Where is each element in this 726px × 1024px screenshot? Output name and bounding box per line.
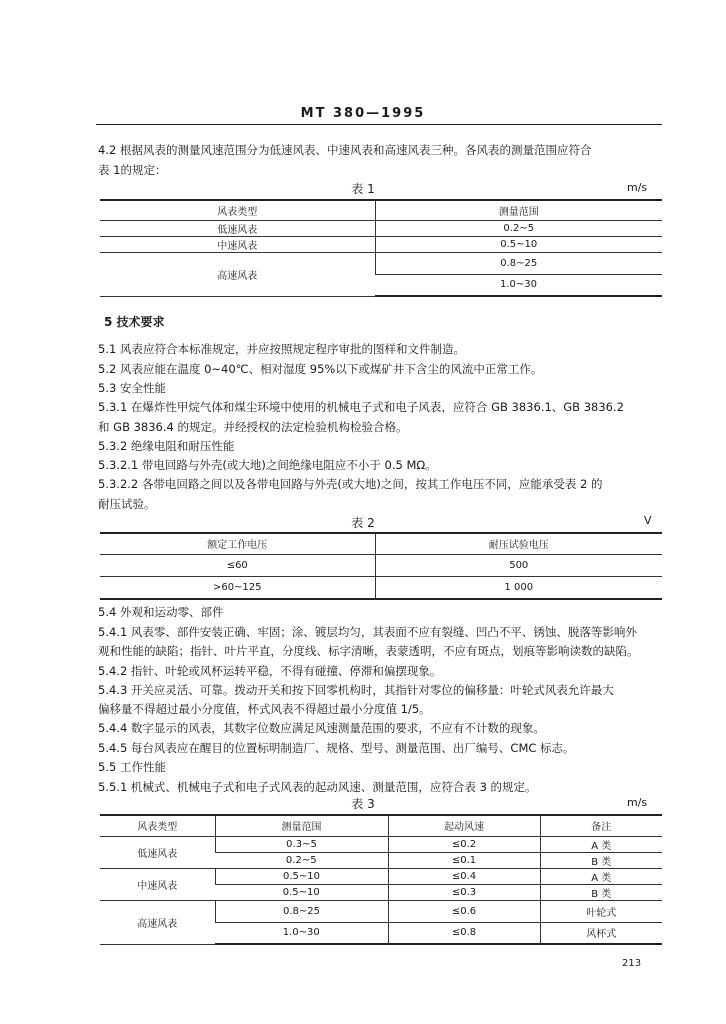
table3-cell: 高速风表 bbox=[100, 900, 215, 944]
para-5-2: 5.2 风表应能在温度 0~40℃、相对湿度 95%以下或煤矿井下含尘的风流中正常工作。 bbox=[98, 362, 543, 376]
para-5-4-4: 5.4.4 数字显示的风表，其数字位数应满足风速测量范围的要求，不应有不计数的现象。 bbox=[98, 721, 545, 735]
table-row bbox=[100, 200, 662, 220]
table3-cell: 0.5~10 bbox=[215, 884, 388, 900]
table3-cell: 低速风表 bbox=[100, 836, 215, 868]
para-4-2-line1: 4.2 根据风表的测量风速范围分为低速风表、中速风表和高速风表三种。各风表的测量范围应符合 bbox=[98, 143, 592, 157]
table3-header-start-speed: 起动风速 bbox=[388, 815, 540, 836]
table-row bbox=[100, 576, 662, 599]
table1-cell: 0.2~5 bbox=[375, 220, 662, 236]
table-row bbox=[100, 815, 662, 836]
table1-cell: 中速风表 bbox=[100, 236, 375, 252]
para-5-4-1-line2: 观和性能的缺陷；指针、叶片平直，分度线、标字清晰，表蒙透明，不应有斑点，划痕等影响读数的缺陷。 bbox=[98, 644, 639, 658]
table2-header-test: 耐压试验电压 bbox=[375, 533, 662, 554]
para-5-5-1: 5.5.1 机械式、机械电子式和电子式风表的起动风速、测量范围，应符合表 3 的规定。 bbox=[98, 780, 537, 794]
para-5-3-2-2-line2: 耐压试验。 bbox=[98, 497, 156, 511]
table3-cell: 风杯式 bbox=[540, 922, 662, 944]
para-5-3-1-line1: 5.3.1 在爆炸性甲烷气体和煤尘环境中使用的机械电子式和电子风表，应符合 GB 3836.1、GB 3836.2 bbox=[98, 400, 624, 414]
table3-cell: A 类 bbox=[540, 868, 662, 884]
table-row bbox=[100, 236, 662, 252]
table3-cell: 中速风表 bbox=[100, 868, 215, 900]
table3-unit: m/s bbox=[627, 796, 648, 809]
para-5-3-2: 5.3.2 绝缘电阻和耐压性能 bbox=[98, 439, 235, 453]
table3-cell: 0.3~5 bbox=[215, 836, 388, 852]
table3-cell: 1.0~30 bbox=[215, 922, 388, 944]
table2-caption: 表 2 bbox=[351, 516, 375, 530]
para-5-4: 5.4 外观和运动零、部件 bbox=[98, 605, 224, 619]
para-5-4-1-line1: 5.4.1 风表零、部件安装正确、牢固；涂、镀层均匀，其表面不应有裂缝、凹凸不平、锈蚀、脱落等影响外 bbox=[98, 625, 637, 639]
table3-header-range: 测量范围 bbox=[215, 815, 388, 836]
table1 bbox=[100, 199, 662, 297]
table3-cell: 0.5~10 bbox=[215, 868, 388, 884]
table-row bbox=[100, 900, 662, 922]
table3-cell: ≤0.6 bbox=[388, 900, 540, 922]
table2 bbox=[100, 532, 662, 600]
para-5-4-5: 5.4.5 每台风表应在醒目的位置标明制造厂、规格、型号、测量范围、出厂编号、CMC 标志。 bbox=[98, 741, 575, 755]
table3-cell: ≤0.8 bbox=[388, 922, 540, 944]
table3-header-remark: 备注 bbox=[540, 815, 662, 836]
table-row bbox=[100, 220, 662, 236]
table3-cell: ≤0.4 bbox=[388, 868, 540, 884]
table1-cell: 高速风表 bbox=[100, 252, 375, 296]
table-row bbox=[100, 836, 662, 852]
page-header: MT 380—1995 bbox=[300, 106, 426, 121]
table1-cell: 0.5~10 bbox=[375, 236, 662, 252]
table1-caption: 表 1 bbox=[351, 182, 375, 196]
table2-cell: ≤60 bbox=[100, 554, 375, 576]
header-divider bbox=[96, 124, 662, 125]
table2-cell: >60~125 bbox=[100, 576, 375, 599]
para-5-3-2-1: 5.3.2.1 带电回路与外壳(或大地)之间绝缘电阻应不小于 0.5 MΩ。 bbox=[98, 458, 437, 472]
para-5-4-3-line1: 5.4.3 开关应灵活、可靠。拨动开关和按下回零机构时，其指针对零位的偏移量：叶轮式风表允许最大 bbox=[98, 683, 614, 697]
table3-cell: 0.8~25 bbox=[215, 900, 388, 922]
table2-cell: 1 000 bbox=[375, 576, 662, 599]
table3-cell: 0.2~5 bbox=[215, 852, 388, 868]
page-number: 213 bbox=[622, 958, 642, 969]
table3-header-type: 风表类型 bbox=[100, 815, 215, 836]
para-5-5: 5.5 工作性能 bbox=[98, 760, 166, 774]
para-5-1: 5.1 风表应符合本标准规定，并应按照规定程序审批的图样和文件制造。 bbox=[98, 342, 465, 356]
table2-cell: 500 bbox=[375, 554, 662, 576]
table1-header-range: 测量范围 bbox=[375, 200, 662, 220]
table3-cell: ≤0.2 bbox=[388, 836, 540, 852]
table-row bbox=[100, 554, 662, 576]
table-row bbox=[100, 252, 662, 274]
section-5-title: 5 技术要求 bbox=[104, 315, 165, 329]
para-5-3: 5.3 安全性能 bbox=[98, 381, 166, 395]
para-5-3-1-line2: 和 GB 3836.4 的规定。并经授权的法定检验机构检验合格。 bbox=[98, 420, 408, 434]
para-5-4-3-line2: 偏移量不得超过最小分度值，杯式风表不得超过最小分度值 1/5。 bbox=[98, 702, 431, 716]
table1-cell: 低速风表 bbox=[100, 220, 375, 236]
table2-header-rated: 额定工作电压 bbox=[100, 533, 375, 554]
table1-unit: m/s bbox=[627, 181, 648, 194]
para-5-3-2-2-line1: 5.3.2.2 各带电回路之间以及各带电回路与外壳(或大地)之间，按其工作电压不同，应能承受表 2 的 bbox=[98, 477, 603, 491]
table1-header-type: 风表类型 bbox=[100, 200, 375, 220]
table3-cell: A 类 bbox=[540, 836, 662, 852]
table1-cell: 0.8~25 bbox=[375, 252, 662, 274]
table-row bbox=[100, 533, 662, 554]
table3-cell: ≤0.3 bbox=[388, 884, 540, 900]
table3-cell: 叶轮式 bbox=[540, 900, 662, 922]
table3-cell: B 类 bbox=[540, 884, 662, 900]
table3-caption: 表 3 bbox=[351, 797, 375, 811]
table3-cell: ≤0.1 bbox=[388, 852, 540, 868]
table3-cell: B 类 bbox=[540, 852, 662, 868]
table3 bbox=[100, 814, 662, 945]
table-row bbox=[100, 868, 662, 884]
para-5-4-2: 5.4.2 指针、叶轮或风杯运转平稳，不得有碰撞、停滞和偏摆现象。 bbox=[98, 664, 442, 678]
para-4-2-line2: 表 1的规定： bbox=[98, 163, 167, 177]
table2-unit: V bbox=[644, 514, 652, 527]
table1-cell: 1.0~30 bbox=[375, 274, 662, 296]
